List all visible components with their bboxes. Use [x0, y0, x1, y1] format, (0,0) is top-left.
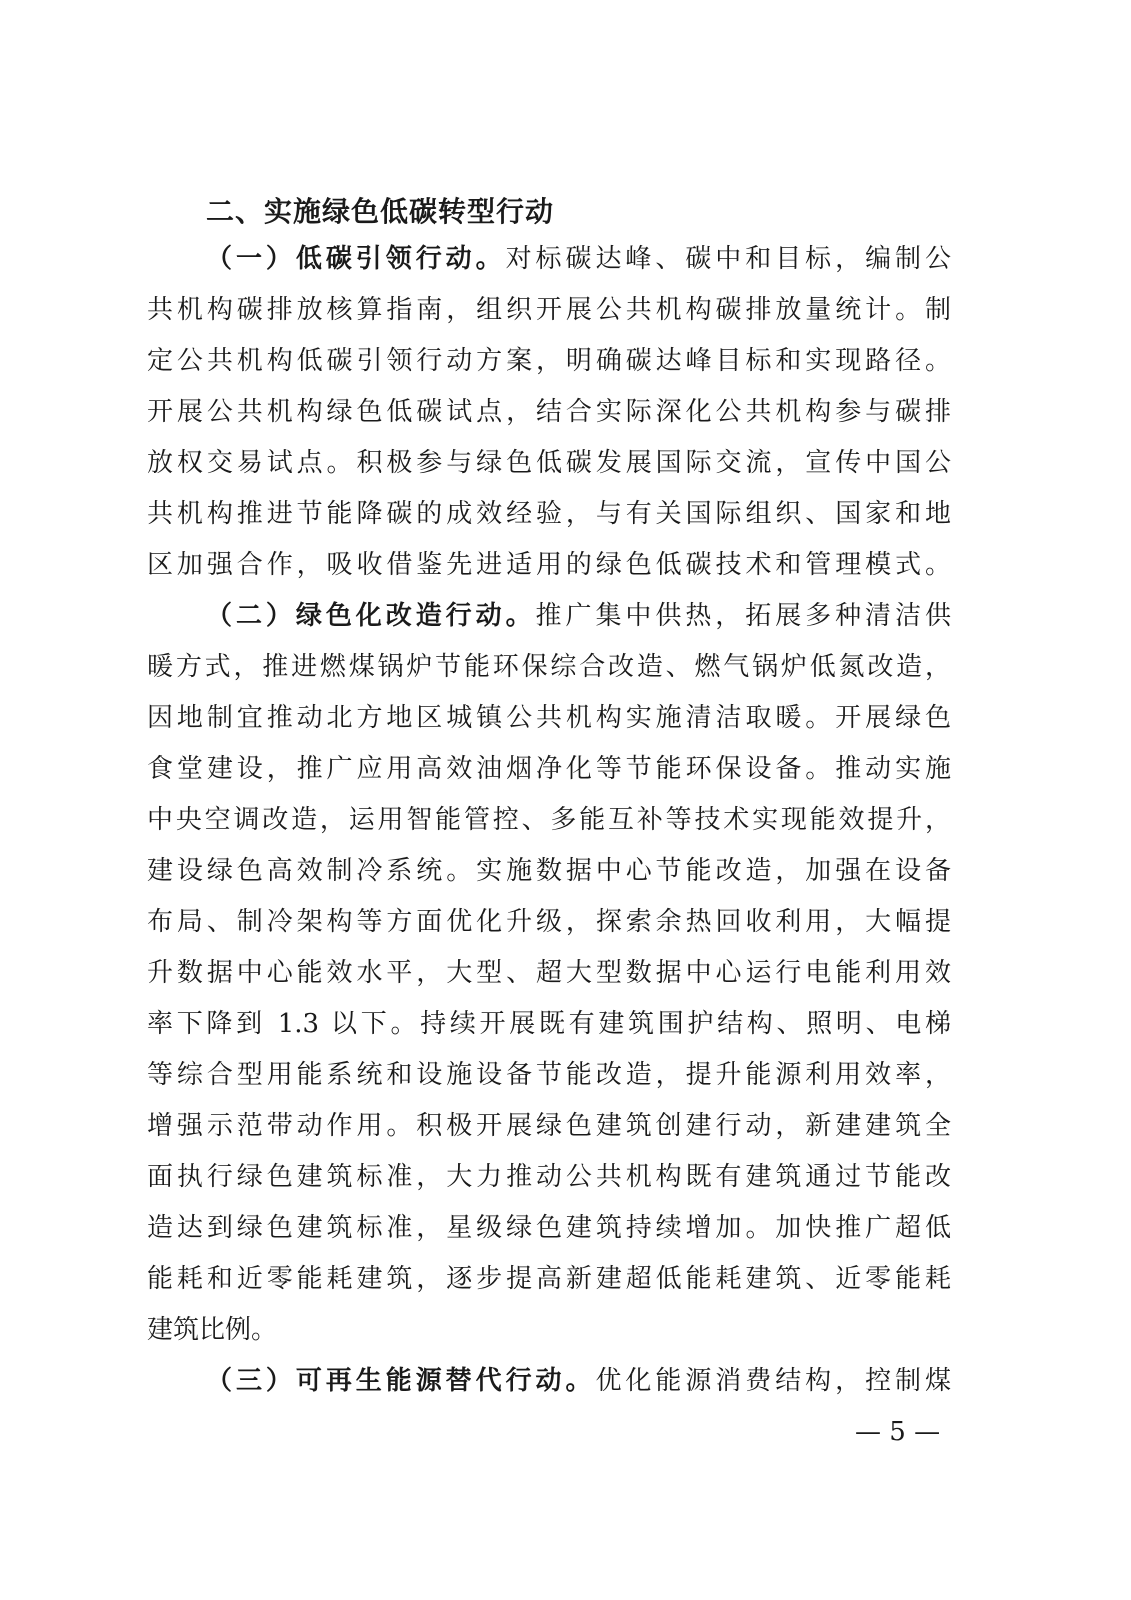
paragraph-1-lead: （一）低碳引领行动。 [206, 244, 506, 274]
paragraph-2-line-11: 增强示范带动作用。积极开展绿色建筑创建行动，新建建筑全 [147, 1111, 951, 1141]
paragraph-1-line-6: 共机构推进节能降碳的成效经验，与有关国际组织、国家和地 [147, 499, 951, 529]
paragraph-1-line-1 [206, 237, 951, 281]
paragraph-1-line-7: 区加强合作，吸收借鉴先进适用的绿色低碳技术和管理模式。 [147, 550, 951, 580]
paragraph-1-line-2: 共机构碳排放核算指南，组织开展公共机构碳排放量统计。制 [147, 295, 951, 325]
paragraph-2-line-1 [206, 594, 951, 638]
paragraph-3-lead: （三）可再生能源替代行动。 [206, 1366, 596, 1396]
paragraph-2-line-4: 食堂建设，推广应用高效油烟净化等节能环保设备。推动实施 [147, 754, 951, 784]
paragraph-2-line-12: 面执行绿色建筑标准，大力推动公共机构既有建筑通过节能改 [147, 1162, 951, 1192]
paragraph-1-line-5: 放权交易试点。积极参与绿色低碳发展国际交流，宣传中国公 [147, 448, 951, 478]
paragraph-2-line-8: 升数据中心能效水平，大型、超大型数据中心运行电能利用效 [147, 958, 951, 988]
paragraph-3-line-1 [206, 1359, 951, 1403]
paragraph-1-line-4: 开展公共机构绿色低碳试点，结合实际深化公共机构参与碳排 [147, 397, 951, 427]
paragraph-2-line-10: 等综合型用能系统和设施设备节能改造，提升能源利用效率， [147, 1060, 951, 1090]
paragraph-2-line-6: 建设绿色高效制冷系统。实施数据中心节能改造，加强在设备 [147, 856, 951, 886]
paragraph-3-line-1-text: 优化能源消费结构，控制煤 [595, 1366, 951, 1396]
page-number: — 5 — [855, 1417, 941, 1447]
paragraph-2-line-7: 布局、制冷架构等方面优化升级，探索余热回收利用，大幅提 [147, 907, 951, 937]
paragraph-2-line-15: 建筑比例。 [147, 1315, 278, 1345]
paragraph-2-line-13: 造达到绿色建筑标准，星级绿色建筑持续增加。加快推广超低 [147, 1213, 951, 1243]
paragraph-2-line-14: 能耗和近零能耗建筑，逐步提高新建超低能耗建筑、近零能耗 [147, 1264, 951, 1294]
paragraph-2-line-9: 率下降到 1.3 以下。持续开展既有建筑围护结构、照明、电梯 [147, 1009, 951, 1039]
section-heading: 二、实施绿色低碳转型行动 [206, 195, 555, 228]
paragraph-1-line-1-text: 对标碳达峰、碳中和目标，编制公 [505, 244, 951, 274]
paragraph-2-line-5: 中央空调改造，运用智能管控、多能互补等技术实现能效提升， [147, 805, 951, 835]
paragraph-2-line-2: 暖方式，推进燃煤锅炉节能环保综合改造、燃气锅炉低氮改造， [147, 652, 951, 682]
paragraph-2-lead: （二）绿色化改造行动。 [206, 601, 536, 631]
paragraph-2-line-1-text: 推广集中供热，拓展多种清洁供 [535, 601, 951, 631]
paragraph-2-line-3: 因地制宜推动北方地区城镇公共机构实施清洁取暖。开展绿色 [147, 703, 951, 733]
paragraph-1-line-3: 定公共机构低碳引领行动方案，明确碳达峰目标和实现路径。 [147, 346, 951, 376]
